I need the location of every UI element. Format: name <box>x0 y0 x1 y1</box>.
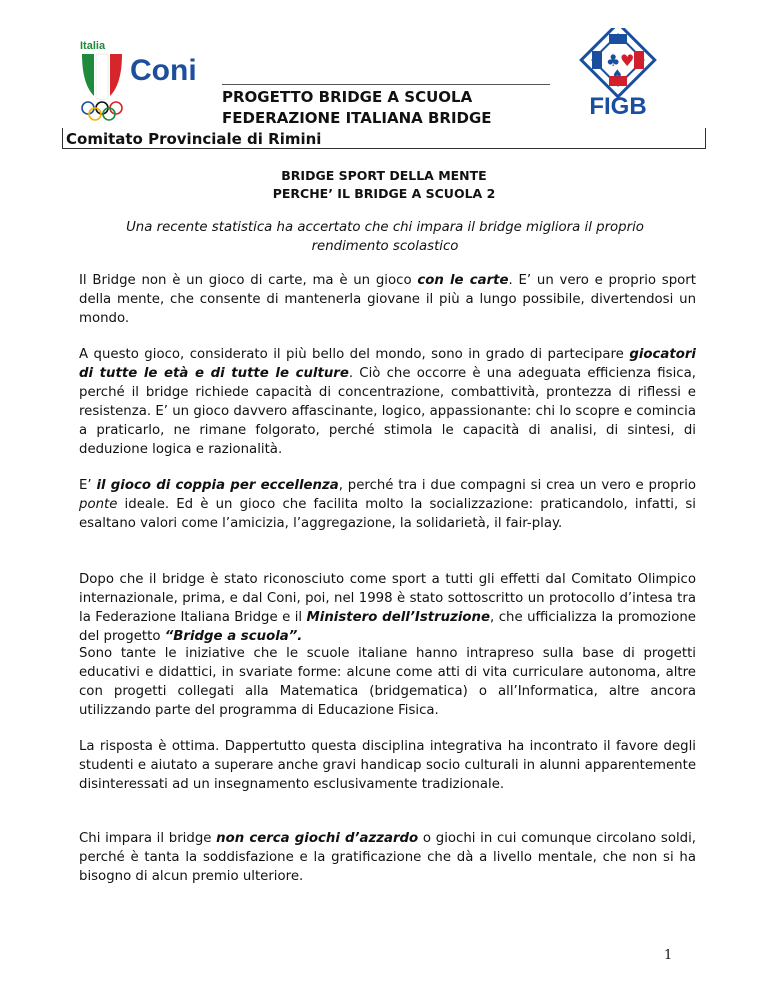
paragraph-2: A questo gioco, considerato il più bello del mondo, sono in grado di partecipare giocatori di tutte le età e di tutte le culture. Ciò che occorre è una adeguata efficienza fisica, perché il bridge richiede capacità di concentrazione, combattività, prontezza di riflessi e resistenza. E’ un gioco davvero affascinante, logico, appassionante: chi lo scopre e comincia a praticarlo, ne rimane folgorato, perché stimola le capacità di analisi, di sintesi, di deduzione logica e razionalità. <box>79 347 696 457</box>
federation-title: FEDERAZIONE ITALIANA BRIDGE <box>222 109 492 127</box>
paragraph-6: La risposta è ottima. Dappertutto questa disciplina integrativa ha incontrato il favore degli studenti e aiutato a superare anche gravi handicap socio culturali in alunni apparentemente disinteressati ad un insegnamento esclusivamente tradizionale. <box>79 739 696 792</box>
doc-title: BRIDGE SPORT DELLA MENTE <box>281 168 487 183</box>
spade-suit-icon: ♠ <box>612 67 623 81</box>
coni-logo-italia-text: Italia <box>80 40 106 52</box>
intro-statement: Una recente statistica ha accertato che chi impara il bridge migliora il proprio rendimento scolastico <box>126 220 644 254</box>
club-suit-icon: ♣ <box>606 51 621 70</box>
paragraph-3: E’ il gioco di coppia per eccellenza, perché tra i due compagni si crea un vero e proprio ponte ideale. Ed è un gioco che facilita molto la socializzazione: praticandolo, infatti, si esaltano valori come l’amicizia, l’aggregazione, la solidarietà, il fair-play. <box>79 478 697 531</box>
paragraph-4: Dopo che il bridge è stato riconosciuto come sport a tutti gli effetti dal Comitato Olimpico internazionale, prima, e dal Coni, poi, nel 1998 è stato sottoscritto un protocollo d’intesa tra la Federazione Italiana Bridge e il Ministero dell’Istruzione, che ufficializza la promozione del progetto “Bridge a scuola”. <box>79 572 696 644</box>
paragraph-1: Il Bridge non è un gioco di carte, ma è un gioco con le carte. E’ un vero e proprio sport della mente, che consente di mantenerla giovane il più a lungo possibile, divertendosi un mondo. <box>79 273 696 326</box>
doc-subtitle: PERCHE’ IL BRIDGE A SCUOLA 2 <box>272 186 496 201</box>
committee-title: Comitato Provinciale di Rimini <box>66 130 322 148</box>
paragraph-7: Chi impara il bridge non cerca giochi d’azzardo o giochi in cui comunque circolano soldi, perché è tanta la soddisfazione e la gratificazione che dà a livello mentale, che non si ha bisogno di alcun premio ulteriore. <box>79 831 697 884</box>
page-number: 1 <box>664 948 673 963</box>
figb-logo <box>558 28 678 120</box>
figb-logo-text: FIGB <box>589 93 647 120</box>
project-title: PROGETTO BRIDGE A SCUOLA <box>222 88 473 106</box>
header-rule <box>222 84 550 85</box>
coni-logo-coni-text: Coni <box>130 54 197 87</box>
heart-suit-icon: ♥ <box>620 51 635 70</box>
paragraph-5: Sono tante le iniziative che le scuole italiane hanno intrapreso sulla base di progetti educativi e didattici, in svariate forme: alcune come atti di vita curriculare autonoma, altre con progetti collegati alla Matematica (bridgematica) o all’Informatica, altre ancora utilizzando parte del programma di Educazione Fisica. <box>79 646 696 718</box>
coni-logo <box>78 38 218 122</box>
